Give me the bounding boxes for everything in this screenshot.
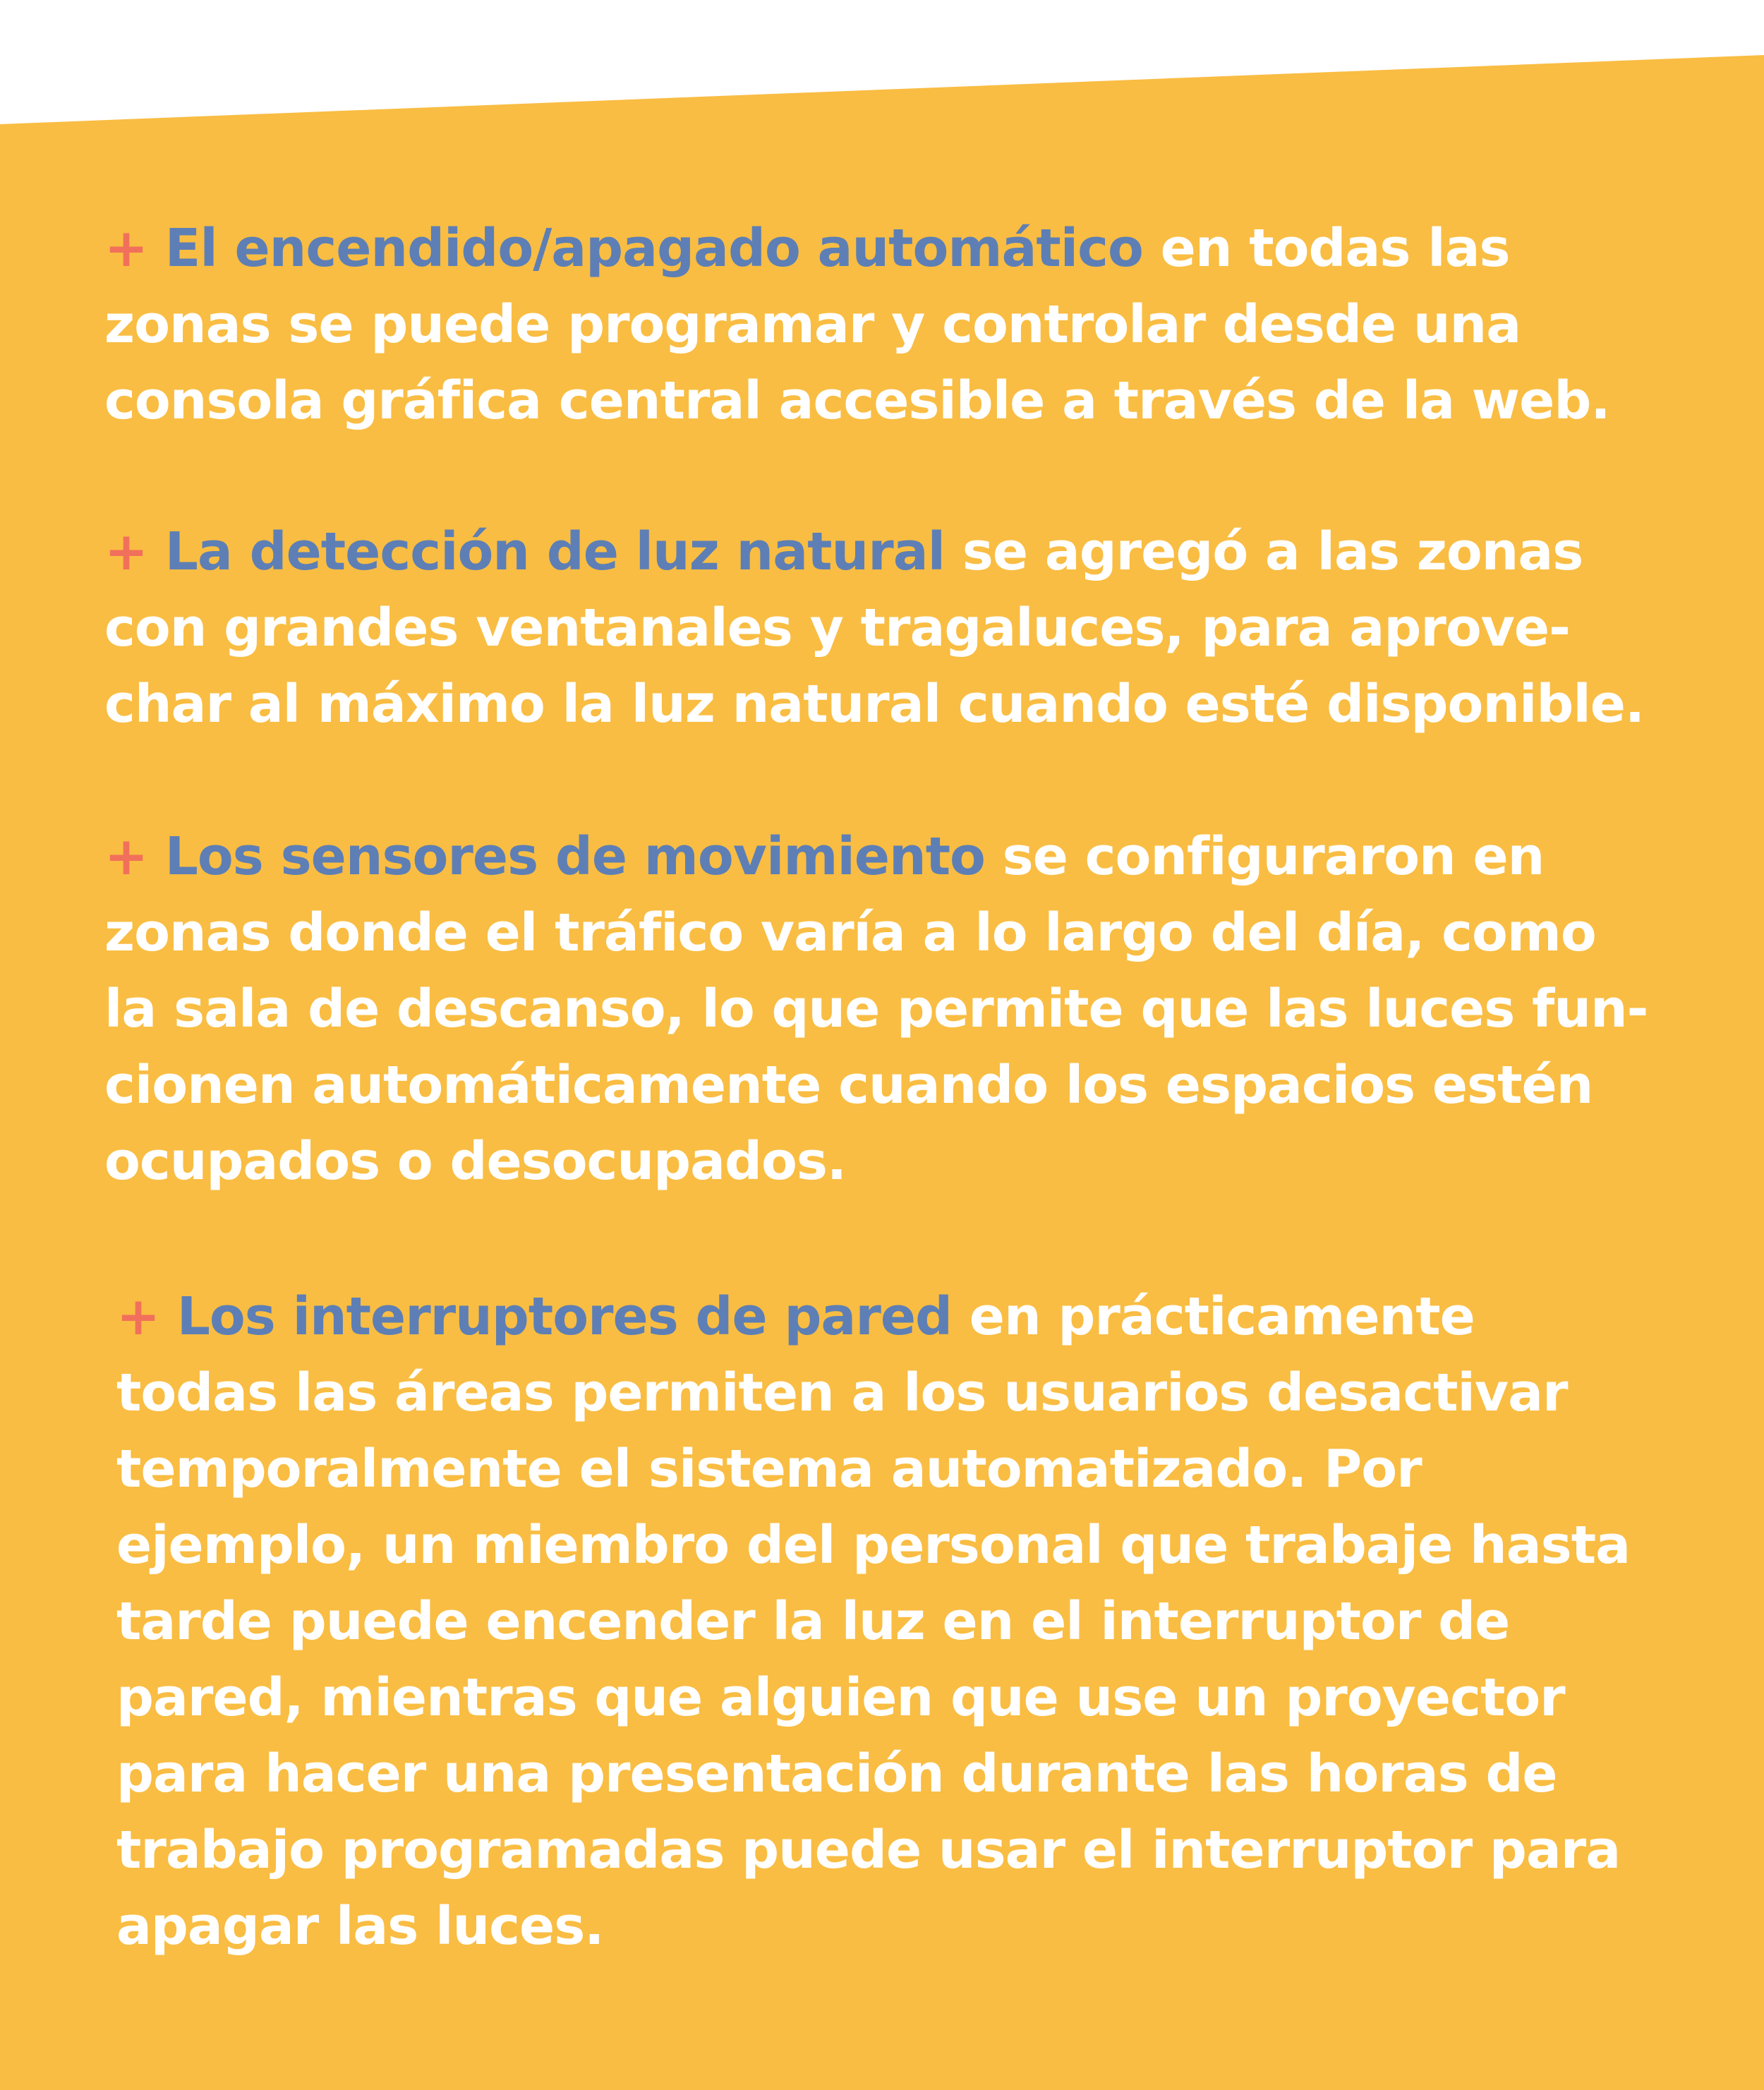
feature-description: se agregó a las zonas con grandes ventanales y tragaluces, para aprove- char al máximo la luz natural cuando esté disponible. [104, 521, 1644, 735]
plus-icon: + [116, 1286, 160, 1347]
list-item [104, 210, 1699, 439]
feature-description: se configuraron en zonas donde el tráfico varía a lo largo del día, como la sala de descanso, lo que permite que las luces fun- cionen automáticamente cuando los espacios estén ocupados o desocupados. [104, 826, 1648, 1192]
list-item [104, 819, 1748, 1200]
list-item [104, 514, 1748, 742]
feature-highlight: El encendido/apagado automático [164, 218, 1143, 279]
feature-description: en todas las zonas se puede programar y controlar desde una consola gráfica central accesible a través de la web. [104, 218, 1610, 431]
plus-icon: + [104, 521, 148, 582]
plus-icon: + [104, 218, 148, 279]
feature-highlight: La detección de luz natural [164, 521, 946, 582]
feature-description: en prácticamente todas las áreas permiten a los usuarios desactivar temporalmente el sistema automatizado. Por ejemplo, un miembro del personal que trabaje hasta tarde puede encender la luz en el interruptor de pared, mientras que alguien que use un proyector para hacer una presentación durante las horas de trabajo programadas puede usar el interruptor para apagar las luces. [116, 1286, 1631, 1957]
plus-icon: + [104, 826, 148, 887]
list-item [116, 1279, 1739, 1964]
feature-highlight: Los interruptores de pared [176, 1286, 953, 1347]
feature-highlight: Los sensores de movimiento [164, 826, 985, 887]
